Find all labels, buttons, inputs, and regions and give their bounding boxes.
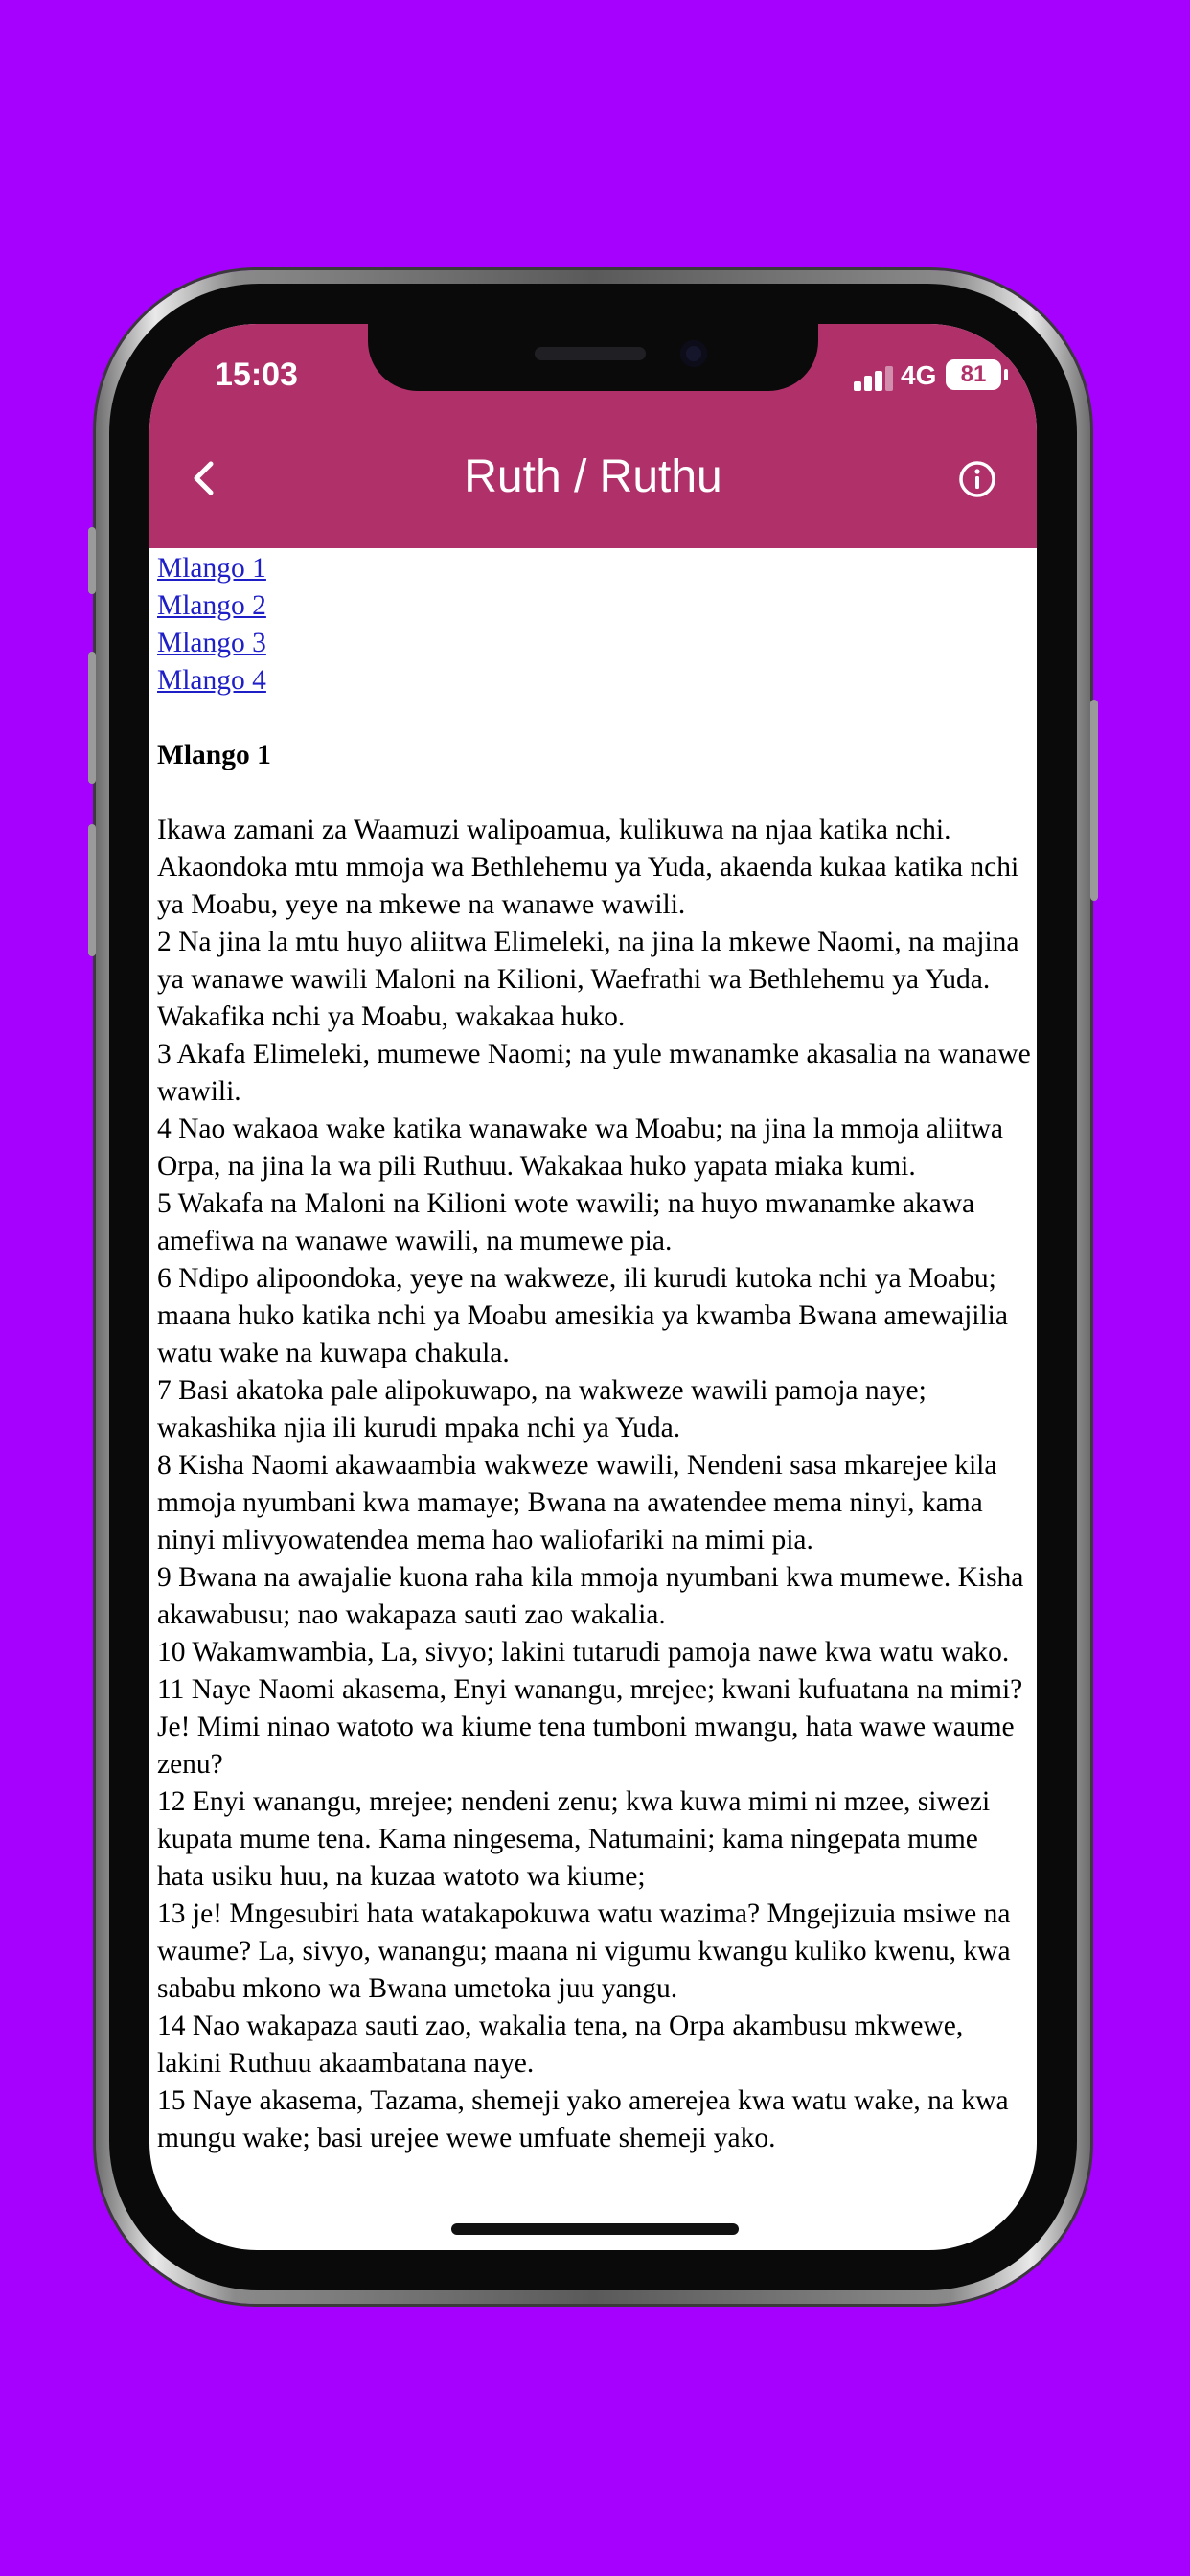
page-title: Ruth / Ruthu (464, 451, 722, 502)
verse: 4 Nao wakaoa wake katika wanawake wa Moabu; na jina la mmoja aliitwa Orpa, na jina la wa pili Ruthuu. Wakakaa huko yapata miaka kumi. (157, 1114, 1004, 1182)
volume-down-button (88, 824, 96, 956)
verse: 12 Enyi wanangu, mrejee; nendeni zenu; kwa kuwa mimi ni mzee, siwezi kupata mume tena. Kama ningesema, Natumaini; kama ningepata mume hata usiku huu, na kuzaa watoto wa kiume; (157, 1786, 991, 1892)
verse: 7 Basi akatoka pale alipokuwapo, na wakweze wawili pamoja naye; wakashika njia ili kurudi mpaka nchi ya Yuda. (157, 1375, 927, 1443)
verse: 13 je! Mngesubiri hata watakapokuwa watu wazima? Mngejizuia msiwe na waume? La, sivyo, wanangu; maana ni vigumu kwangu kuliko kwenu, kwa sababu mkono wa Bwana umetoka juu yangu. (157, 1898, 1011, 2004)
verse: Ikawa zamani za Waamuzi walipoamua, kulikuwa na njaa katika nchi. Akaondoka mtu mmoja wa Bethlehemu ya Yuda, akaenda kukaa katika nchi ya Moabu, yeye na mkewe na wanawe wawili. (157, 815, 1019, 920)
app-screen (149, 324, 1037, 2250)
chevron-left-icon (184, 458, 224, 498)
battery-cap (1004, 369, 1008, 380)
chapter-link-4[interactable]: Mlango 4 (157, 665, 266, 696)
volume-up-button (88, 652, 96, 784)
app-header (149, 324, 1037, 548)
info-circle-icon (958, 460, 996, 498)
verse: 6 Ndipo alipoondoka, yeye na wakweze, ili kurudi kutoka nchi ya Moabu; maana huko katika nchi ya Moabu amesikia ya kwamba Bwana amewajilia watu wake na kuwapa chakula. (157, 1263, 1008, 1368)
mute-switch (88, 527, 96, 594)
power-button (1090, 700, 1098, 901)
chapter-link-2[interactable]: Mlango 2 (157, 590, 266, 621)
chapter-link-3[interactable]: Mlango 3 (157, 628, 266, 658)
info-button[interactable] (958, 460, 996, 498)
verse: 2 Na jina la mtu huyo aliitwa Elimeleki, na jina la mkewe Naomi, na majina ya wanawe wawili Maloni na Kilioni, Waefrathi wa Bethlehemu ya Yuda. Wakafika nchi ya Moabu, wakakaa huko. (157, 927, 1019, 1032)
chapter-heading: Mlango 1 (157, 740, 271, 770)
verse: 14 Nao wakapaza sauti zao, wakalia tena, na Orpa akambusu mkwewe, lakini Ruthuu akaambatana naye. (157, 2011, 964, 2079)
verse: 5 Wakafa na Maloni na Kilioni wote wawili; na huyo mwanamke akawa amefiwa na wanawe wawili, na mumewe pia. (157, 1188, 975, 1256)
verse: 3 Akafa Elimeleki, mumewe Naomi; na yule mwanamke akasalia na wanawe wawili. (157, 1039, 1031, 1107)
verse: 11 Naye Naomi akasema, Enyi wanangu, mrejee; kwani kufuatana na mimi? Je! Mimi ninao watoto wa kiume tena tumboni mwangu, hata wawe waume zenu? (157, 1674, 1023, 1780)
speaker (535, 347, 646, 360)
verse: 15 Naye akasema, Tazama, shemeji yako amerejea kwa watu wake, na kwa mungu wake; basi urejee wewe umfuate shemeji yako. (157, 2085, 1009, 2153)
network-type: 4G (901, 360, 937, 390)
verse-list (157, 812, 1031, 2157)
signal-icon (854, 366, 894, 391)
chapter-links (157, 550, 1031, 700)
verse: 9 Bwana na awajalie kuona raha kila mmoja nyumbani kwa mumewe. Kisha akawabusu; nao wakapaza sauti zao wakalia. (157, 1562, 1024, 1630)
chapter-content (157, 550, 1031, 2157)
status-time: 15:03 (215, 356, 298, 393)
back-button[interactable] (184, 458, 224, 498)
battery-icon: 81 (946, 359, 1001, 390)
camera (680, 340, 707, 367)
notch (368, 324, 818, 391)
phone-frame (96, 270, 1090, 2304)
chapter-link-1[interactable]: Mlango 1 (157, 553, 266, 584)
home-indicator[interactable] (451, 2223, 739, 2235)
verse: 10 Wakamwambia, La, sivyo; lakini tutarudi pamoja nawe kwa watu wako. (157, 1637, 1010, 1668)
verse: 8 Kisha Naomi akawaambia wakweze wawili, Nendeni sasa mkarejee kila mmoja nyumbani kwa mamaye; Bwana na awatendee mema ninyi, kama ninyi mlivyowatendea mema hao waliofariki na mimi pia. (157, 1450, 997, 1555)
